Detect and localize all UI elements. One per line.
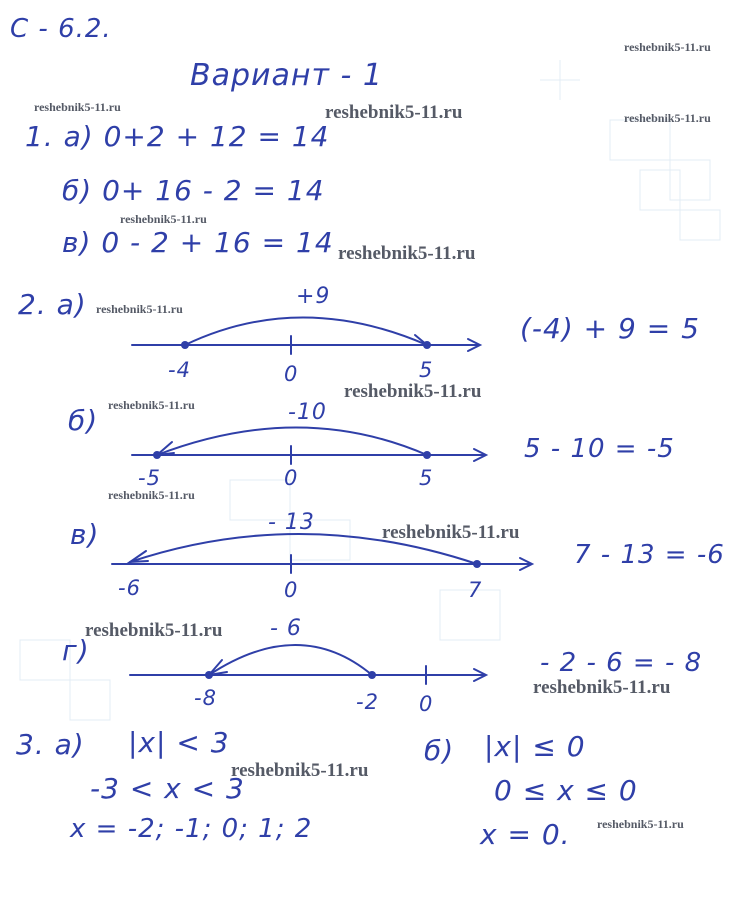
tick-label: 0: [284, 466, 299, 490]
watermark: reshebnik5-11.ru: [120, 212, 207, 226]
task2-a-result: (-4) + 9 = 5: [520, 312, 700, 345]
watermark: reshebnik5-11.ru: [96, 302, 183, 316]
task3-a-label: 3. а): [16, 728, 85, 761]
task2-a-arc-label: +9: [296, 284, 331, 309]
task1-b: б) 0+ 16 - 2 = 14: [62, 174, 325, 207]
watermark: reshebnik5-11.ru: [338, 243, 476, 264]
watermark: reshebnik5-11.ru: [85, 620, 223, 641]
task3-a-line1: |x| < 3: [128, 726, 230, 759]
watermark: reshebnik5-11.ru: [624, 111, 711, 125]
task2-a-label: 2. а): [18, 288, 87, 321]
task2-g-arc-label: - 6: [270, 616, 302, 641]
watermark: reshebnik5-11.ru: [34, 100, 121, 114]
watermark: reshebnik5-11.ru: [325, 102, 463, 123]
watermark: reshebnik5-11.ru: [231, 760, 369, 781]
watermark: reshebnik5-11.ru: [344, 381, 482, 402]
task2-v-result: 7 - 13 = -6: [574, 540, 725, 570]
tick-label: 5: [419, 358, 434, 382]
watermark: reshebnik5-11.ru: [108, 488, 195, 502]
tick-label: 0: [419, 692, 434, 716]
task-code: С - 6.2.: [10, 14, 112, 44]
task2-b-label: б): [68, 404, 99, 437]
tick-label: 0: [284, 362, 299, 386]
watermark: reshebnik5-11.ru: [108, 398, 195, 412]
task2-b-result: 5 - 10 = -5: [524, 434, 675, 464]
tick-label: -6: [118, 576, 141, 600]
arc-arrowhead: [209, 660, 227, 675]
task3-b-line3: x = 0.: [480, 818, 571, 851]
task3-a-line2: -3 < x < 3: [90, 772, 245, 805]
watermark: reshebnik5-11.ru: [533, 677, 671, 698]
task1-a: 1. а) 0+2 + 12 = 14: [25, 120, 330, 153]
tick-label: 7: [468, 578, 483, 602]
watermark: reshebnik5-11.ru: [624, 40, 711, 54]
task3-a-line3: x = -2; -1; 0; 1; 2: [70, 814, 313, 844]
tick-label: -8: [194, 686, 217, 710]
tick-label: -4: [168, 358, 191, 382]
task2-b-arc-label: -10: [288, 400, 327, 425]
task3-b-line2: 0 ≤ x ≤ 0: [494, 774, 638, 807]
jump-arc: [209, 645, 372, 675]
tick-label: 5: [419, 466, 434, 490]
watermark: reshebnik5-11.ru: [597, 817, 684, 831]
task2-g-label: г): [62, 634, 90, 667]
task3-b-label: б): [424, 734, 455, 767]
task3-b-line1: |x| ≤ 0: [484, 730, 586, 763]
task2-g-result: - 2 - 6 = - 8: [540, 648, 703, 678]
task1-v: в) 0 - 2 + 16 = 14: [62, 226, 334, 259]
task2-v-label: в): [70, 518, 100, 551]
variant-title: Вариант - 1: [190, 58, 383, 93]
tick-label: 0: [284, 578, 299, 602]
tick-label: -2: [356, 690, 379, 714]
task2-v-arc-label: - 13: [268, 510, 315, 535]
watermark: reshebnik5-11.ru: [382, 522, 520, 543]
tick-label: -5: [138, 466, 161, 490]
